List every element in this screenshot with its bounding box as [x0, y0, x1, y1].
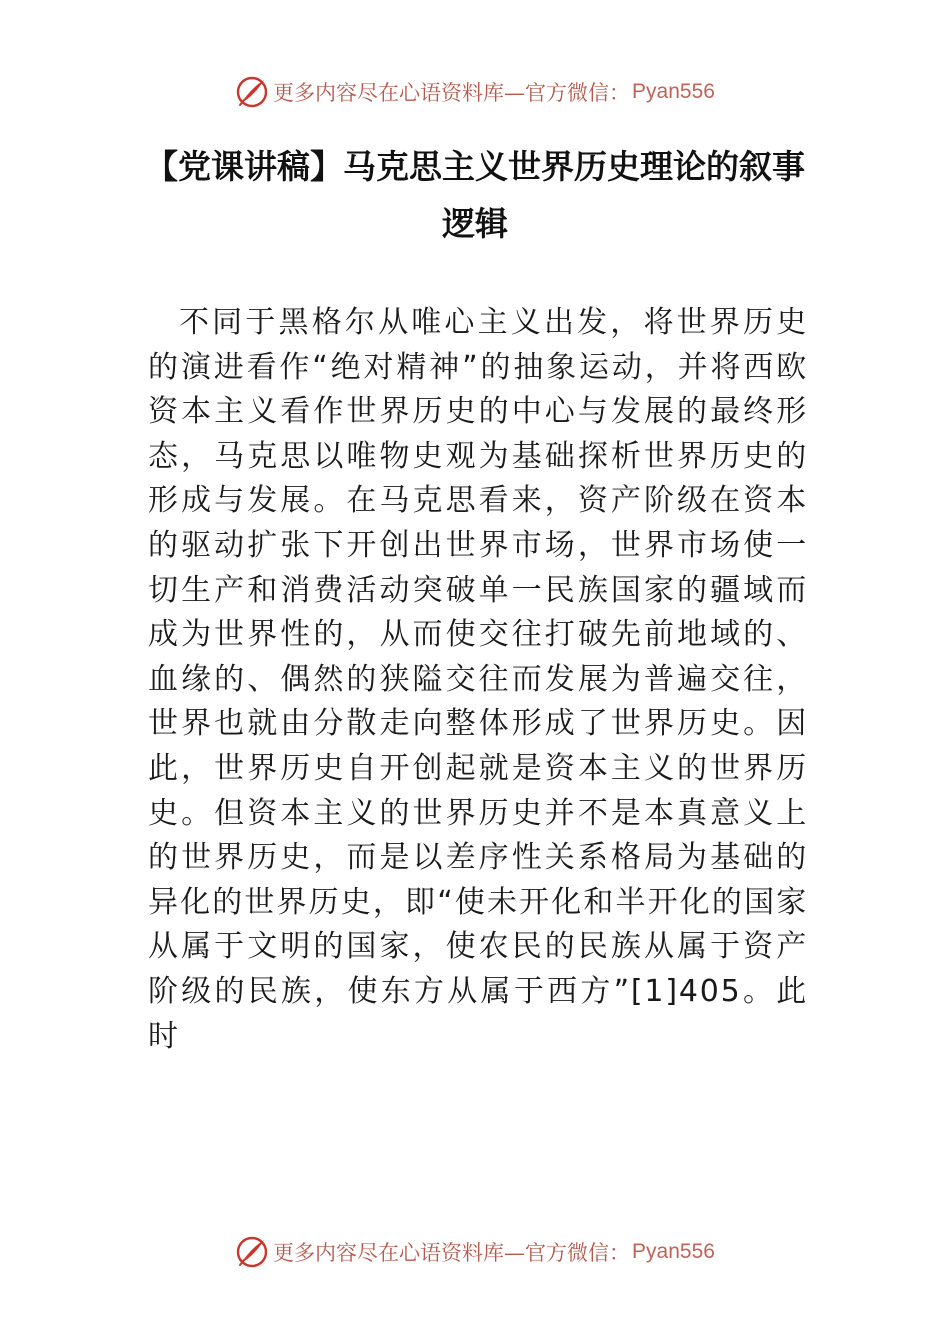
body-paragraph: 不同于黑格尔从唯心主义出发，将世界历史的演进看作“绝对精神”的抽象运动，并将西欧资本主义看作世界历史的中心与发展的最终形态，马克思以唯物史观为基础探析世界历史的形成与发展。在马克思看来，资产阶级在资本的驱动扩张下开创出世界市场，世界市场使一切生产和消费活动突破单一民族国家的疆域而成为世界性的，从而使交往打破先前地域的、血缘的、偶然的狭隘交往而发展为普遍交往，世界也就由分散走向整体形成了世界历史。因此，世界历史自开创起就是资本主义的世界历史。但资本主义的世界历史并不是本真意义上的世界历史，而是以差序性关系格局为基础的异化的世界历史，即“使未开化和半开化的国家从属于文明的国家，使农民的民族从属于资产阶级的民族，使东方从属于西方”[1]405。此时: [148, 305, 808, 1054]
quill-logo-icon: [235, 1235, 269, 1269]
header-watermark: [0, 72, 950, 112]
footer-watermark: [0, 1232, 950, 1272]
watermark-wechat-id: Pyan556: [632, 1240, 715, 1263]
document-title: 【党课讲稿】马克思主义世界历史理论的叙事逻辑: [145, 147, 805, 243]
watermark-text: 更多内容尽在心语资料库—官方微信：: [273, 81, 631, 105]
watermark-wechat-id: Pyan556: [632, 80, 715, 103]
watermark-text: 更多内容尽在心语资料库—官方微信：: [273, 1241, 631, 1265]
quill-logo-icon: [235, 75, 269, 109]
